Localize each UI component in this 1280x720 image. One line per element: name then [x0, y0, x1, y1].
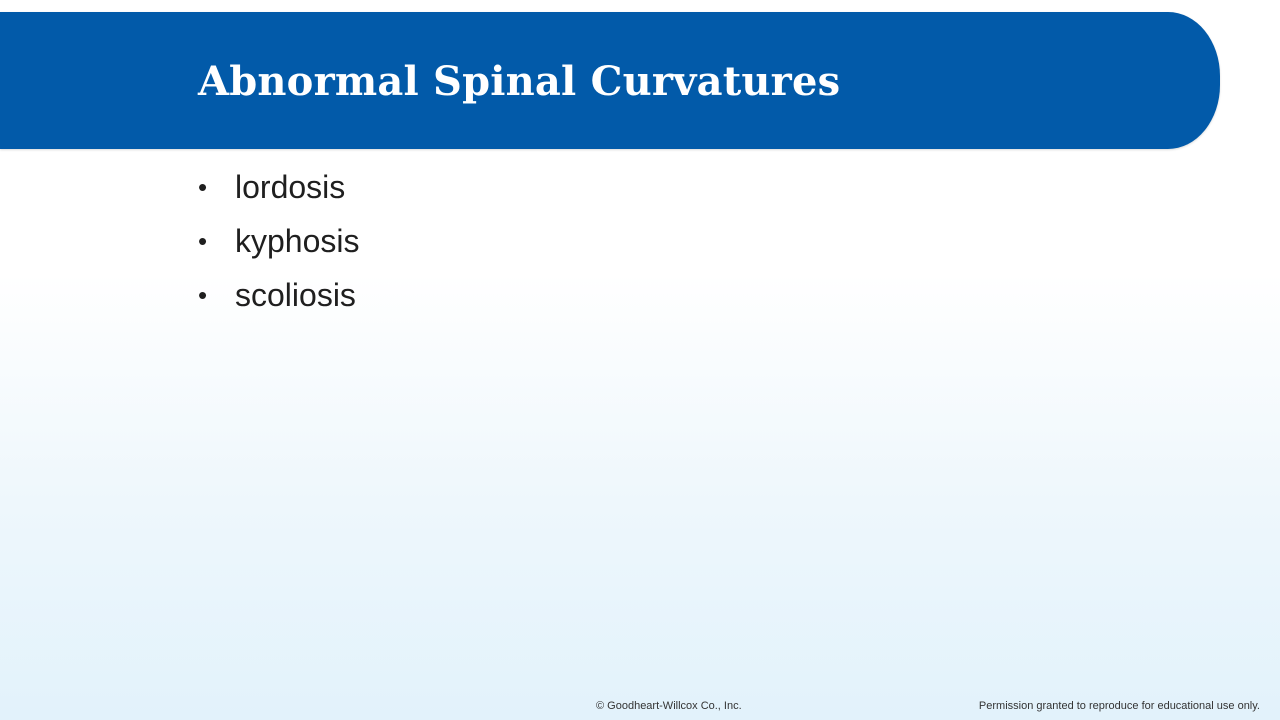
bullet-item-kyphosis	[198, 214, 360, 268]
bullet-icon: •	[198, 280, 208, 310]
bullet-icon: •	[198, 172, 208, 202]
footer-copyright: © Goodheart-Willcox Co., Inc.	[596, 700, 742, 712]
bullet-icon: •	[198, 226, 208, 256]
slide-title: Abnormal Spinal Curvatures	[198, 58, 841, 105]
footer-permission: Permission granted to reproduce for educational use only.	[978, 700, 1260, 712]
bullet-item-lordosis	[198, 160, 360, 214]
bullet-item-scoliosis	[198, 268, 360, 322]
bullet-list	[198, 160, 360, 322]
bullet-text: scoliosis	[235, 276, 356, 313]
bullet-text: lordosis	[235, 168, 346, 205]
bullet-text: kyphosis	[235, 222, 360, 259]
